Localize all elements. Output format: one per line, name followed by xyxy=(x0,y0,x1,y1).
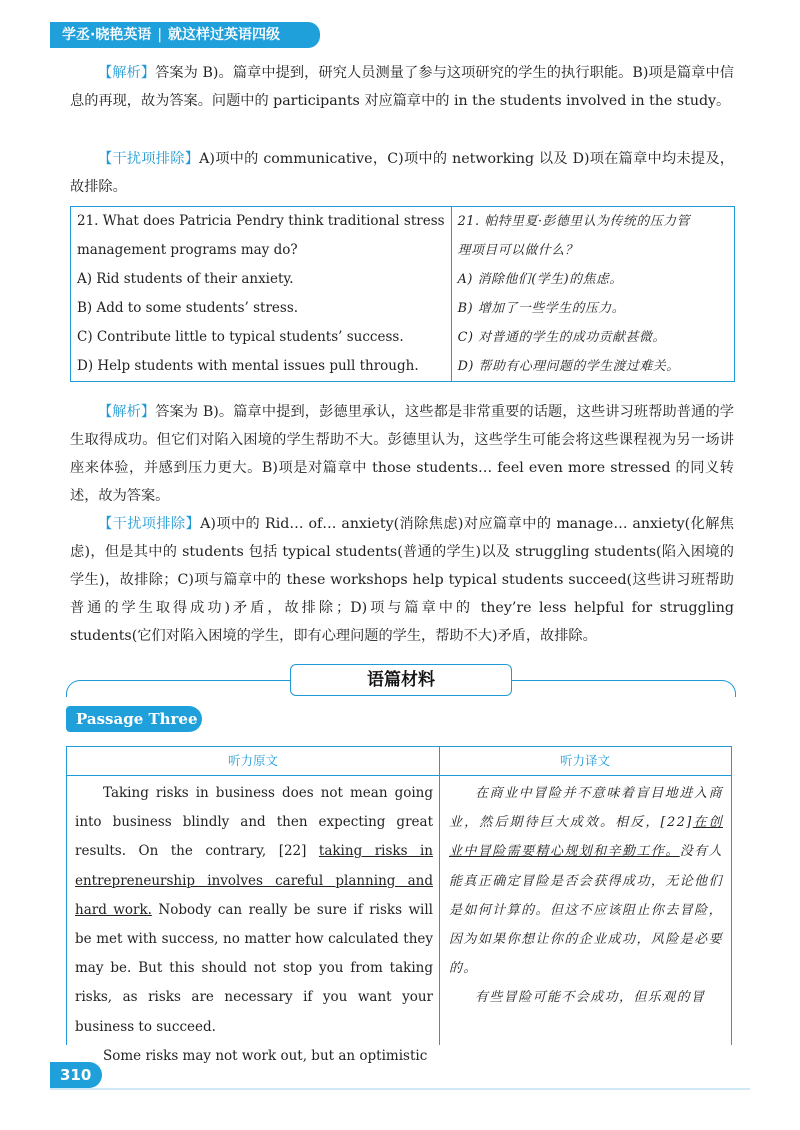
option-en: C) Contribute little to typical students’ success. xyxy=(71,323,452,352)
passage-table xyxy=(66,746,732,1064)
table-row xyxy=(71,323,735,352)
option-zh: C) 对普通的学生的成功贡献甚微。 xyxy=(457,330,666,345)
question-zh: 理项目可以做什么？ xyxy=(457,243,579,258)
distractor-text: A)项中的 communicative，C)项中的 networking 以及 D)项在篇章中均未提及，故排除。 xyxy=(70,151,734,195)
option-en: B) Add to some students’ stress. xyxy=(71,294,452,323)
question-en: management programs may do? xyxy=(71,236,452,265)
text-span: 在商业中冒险并不意味着盲目地进入商业，然后期待巨大成效。相反， xyxy=(449,786,723,831)
option-zh: D) 帮助有心理问题的学生渡过难关。 xyxy=(457,359,680,374)
text-span: 没有人能真正确定冒险是否会获得成功，无论他们是如何计算的。但这不应该阻止你去冒险，因为如果你想让你的企业成功，风险是必要的。 xyxy=(449,844,723,977)
option-zh: B) 增加了一些学生的压力。 xyxy=(457,301,626,316)
col-original-header: 听力原文 xyxy=(227,753,278,768)
passage-label: Passage Three xyxy=(66,706,202,732)
column-divider xyxy=(439,747,440,1045)
distractor-text: A)项中的 Rid… of… anxiety(消除焦虑)对应篇章中的 manage… anxiety(化解焦虑)，但是其中的 students 包括 typical students(普通的学生)以及 struggling students(陷入困境的学生)，故排除；C)项与篇章中的 these workshops help typical students succeed(这些讲习班帮助普通的学生取得成功)矛盾，故排除；D)项与篇章中的 they’re less helpful for struggling students(它们对陷入困境的学生，即有心理问题的学生，帮助不大)矛盾，故排除。 xyxy=(70,516,734,644)
q21-analysis xyxy=(70,398,734,510)
section-title: 语篇材料 xyxy=(290,664,512,696)
table-row xyxy=(71,265,735,294)
option-zh: A) 消除他们(学生)的焦虑。 xyxy=(457,272,623,287)
q20-distractor xyxy=(70,145,734,201)
analysis-tag: 【解析】 xyxy=(98,404,156,420)
text-paragraph: 有些冒险可能不会成功，但乐观的冒 xyxy=(475,990,706,1006)
distractor-tag: 【干扰项排除】 xyxy=(98,151,200,167)
table-row xyxy=(71,207,735,237)
q21-distractor xyxy=(70,510,734,650)
answer-sentence: taking risks in entrepreneurship involves careful planning and hard work. xyxy=(75,843,433,918)
analysis-text: 答案为 B)。篇章中提到，彭德里承认，这些都是非常重要的话题，这些讲习班帮助普通的学生取得成功。但它们对陷入困境的学生帮助不大。彭德里认为，这些学生可能会将这些课程视为另一场讲座来体验，并感到压力更大。B)项是对篇章中 those students… feel even more stressed 的同义转述，故为答案。 xyxy=(70,404,734,504)
answer-sentence: 在创业中冒险需要精心规划和辛勤工作。 xyxy=(449,815,723,860)
passage-table-header xyxy=(67,747,731,776)
analysis-text: 答案为 B)。篇章中提到，研究人员测量了参与这项研究的学生的执行职能。B)项是篇章中信息的再现，故为答案。问题中的 participants 对应篇章中的 in the students involved in the study。 xyxy=(70,65,734,109)
table-row xyxy=(71,294,735,323)
q20-analysis xyxy=(70,59,734,115)
text-span: Taking risks in business does not mean going into business blindly and then expecting great results. On the contrary, xyxy=(75,785,433,860)
question-zh: 21. 帕特里夏·彭德里认为传统的压力管 xyxy=(457,214,691,229)
analysis-tag: 【解析】 xyxy=(98,65,156,81)
col-translation-header: 听力译文 xyxy=(559,753,610,768)
footer-bar xyxy=(50,1088,750,1090)
header-series: 学丞·晓艳英语 xyxy=(62,27,152,43)
question-en: 21. What does Patricia Pendry think traditional stress xyxy=(71,207,452,237)
text-span: Nobody can really be sure if risks will be met with success, no matter how calculated they may be. But this should not stop you from taking risks, as risks are necessary if you want your business to succeed. xyxy=(75,901,433,1035)
answer-marker: [22] xyxy=(278,843,307,860)
table-row xyxy=(71,352,735,382)
text-paragraph: Some risks may not work out, but an optimistic xyxy=(103,1047,428,1064)
passage-original-text xyxy=(75,779,433,1071)
answer-marker: [22] xyxy=(660,815,693,831)
book-header-tab: 学丞·晓艳英语 | 就这样过英语四级 xyxy=(50,22,320,48)
page-number: 310 xyxy=(50,1062,102,1088)
table-row xyxy=(71,236,735,265)
header-title: 就这样过英语四级 xyxy=(168,27,281,43)
passage-translation-text xyxy=(449,779,723,1013)
distractor-tag: 【干扰项排除】 xyxy=(98,516,201,532)
question-21-table xyxy=(70,206,735,382)
option-en: A) Rid students of their anxiety. xyxy=(71,265,452,294)
option-en: D) Help students with mental issues pull through. xyxy=(71,352,452,382)
